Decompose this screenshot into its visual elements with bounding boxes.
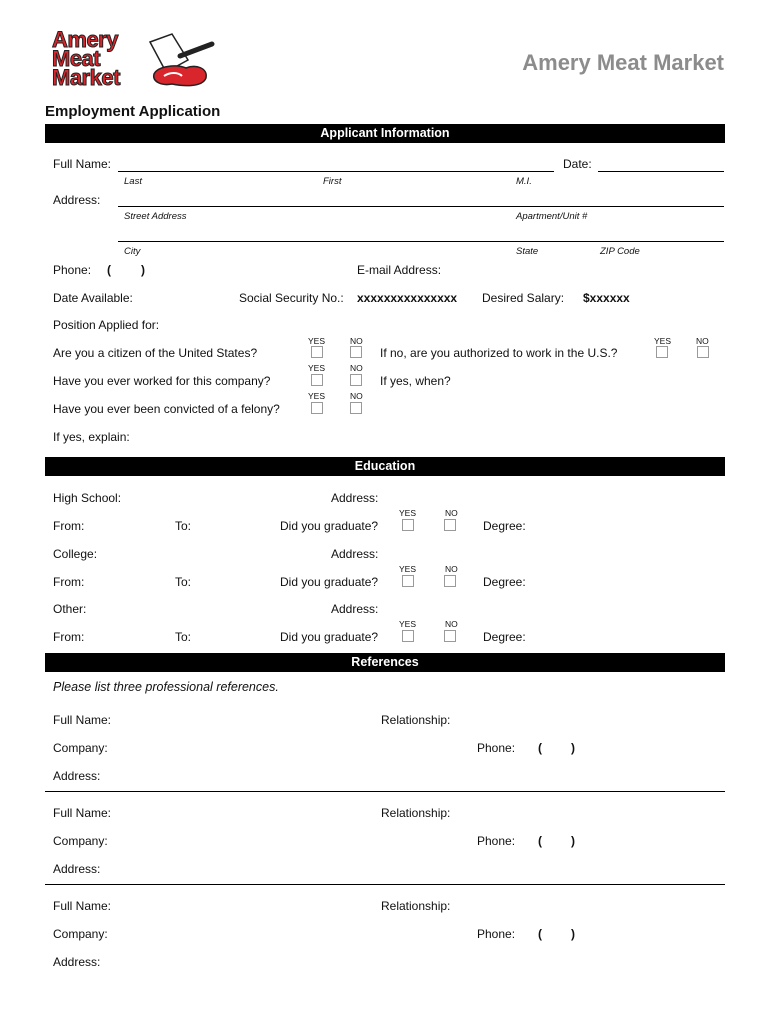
full-name-label: Full Name:	[53, 157, 112, 171]
ssn-value[interactable]: xxxxxxxxxxxxxxx	[357, 291, 458, 305]
ref1-paren-open: (	[538, 741, 542, 755]
other-label: Other:	[53, 602, 87, 616]
ref2-paren-open: (	[538, 834, 542, 848]
hs-degree-label: Degree:	[483, 519, 526, 533]
college-degree-label: Degree:	[483, 575, 526, 589]
date-field[interactable]	[598, 171, 724, 172]
when-question: If yes, when?	[380, 374, 451, 388]
high-school-address-label: Address:	[331, 491, 379, 505]
authorized-yes-checkbox[interactable]	[656, 346, 668, 358]
college-graduate-label: Did you graduate?	[280, 575, 379, 589]
explain-label: If yes, explain:	[53, 430, 130, 444]
hs-no-caption: NO	[445, 508, 458, 518]
authorized-yes-caption: YES	[654, 336, 672, 346]
ref3-phone-label: Phone:	[477, 927, 516, 941]
felony-yes-checkbox[interactable]	[311, 402, 323, 414]
other-to-label: To:	[175, 630, 192, 644]
ref1-address-label: Address:	[53, 769, 101, 783]
college-no-checkbox[interactable]	[444, 575, 456, 587]
other-degree-label: Degree:	[483, 630, 526, 644]
ref1-phone-label: Phone:	[477, 741, 516, 755]
citizen-yes-checkbox[interactable]	[311, 346, 323, 358]
college-from-label: From:	[53, 575, 85, 589]
other-graduate-label: Did you graduate?	[280, 630, 379, 644]
date-available-label: Date Available:	[53, 291, 133, 305]
ref1-paren-close: )	[571, 741, 575, 755]
ssn-label: Social Security No.:	[239, 291, 344, 305]
phone-paren-open: (	[107, 263, 111, 277]
ref2-company-label: Company:	[53, 834, 108, 848]
ref1-full-name-label: Full Name:	[53, 713, 112, 727]
ref3-company-label: Company:	[53, 927, 108, 941]
college-yes-caption: YES	[399, 564, 417, 574]
worked-yes-checkbox[interactable]	[311, 374, 323, 386]
felony-no-caption: NO	[350, 391, 363, 401]
college-address-label: Address:	[331, 547, 379, 561]
ref1-relationship-label: Relationship:	[381, 713, 451, 727]
ref1-divider	[45, 791, 725, 792]
other-yes-checkbox[interactable]	[402, 630, 414, 642]
worked-no-caption: NO	[350, 363, 363, 373]
logo-line-2: Meat	[52, 46, 101, 71]
ref3-paren-open: (	[538, 927, 542, 941]
desired-salary-value[interactable]: $xxxxxx	[583, 291, 630, 305]
company-name: Amery Meat Market	[522, 50, 724, 75]
hs-yes-checkbox[interactable]	[402, 519, 414, 531]
authorized-question: If no, are you authorized to work in the U.S.?	[380, 346, 618, 360]
ref3-full-name-label: Full Name:	[53, 899, 112, 913]
ref2-address-label: Address:	[53, 862, 101, 876]
hs-graduate-label: Did you graduate?	[280, 519, 379, 533]
apt-caption: Apartment/Unit #	[516, 211, 588, 222]
hs-no-checkbox[interactable]	[444, 519, 456, 531]
college-to-label: To:	[175, 575, 192, 589]
citizen-no-checkbox[interactable]	[350, 346, 362, 358]
address-label: Address:	[53, 193, 101, 207]
zip-caption: ZIP Code	[600, 246, 640, 257]
college-no-caption: NO	[445, 564, 458, 574]
first-caption: First	[323, 176, 342, 187]
citizen-question: Are you a citizen of the United States?	[53, 346, 258, 360]
position-label: Position Applied for:	[53, 318, 160, 332]
references-intro: Please list three professional references.	[53, 680, 279, 694]
logo-line-3: Market	[52, 65, 120, 90]
other-yes-caption: YES	[399, 619, 417, 629]
felony-no-checkbox[interactable]	[350, 402, 362, 414]
college-label: College:	[53, 547, 98, 561]
ref3-address-label: Address:	[53, 955, 101, 969]
cleaver-icon	[142, 32, 224, 90]
hs-to-label: To:	[175, 519, 192, 533]
college-yes-checkbox[interactable]	[402, 575, 414, 587]
email-label: E-mail Address:	[357, 263, 442, 277]
other-address-label: Address:	[331, 602, 379, 616]
ref2-full-name-label: Full Name:	[53, 806, 112, 820]
ref2-divider	[45, 884, 725, 885]
form-title: Employment Application	[45, 103, 221, 120]
section-education: Education	[45, 457, 725, 476]
authorized-no-checkbox[interactable]	[697, 346, 709, 358]
ref2-paren-close: )	[571, 834, 575, 848]
company-logo	[48, 27, 228, 92]
hs-yes-caption: YES	[399, 508, 417, 518]
felony-yes-caption: YES	[308, 391, 326, 401]
city-state-zip-field[interactable]	[118, 241, 724, 242]
phone-label: Phone:	[53, 263, 92, 277]
ref1-company-label: Company:	[53, 741, 108, 755]
citizen-no-caption: NO	[350, 336, 363, 346]
ref3-relationship-label: Relationship:	[381, 899, 451, 913]
ref3-paren-close: )	[571, 927, 575, 941]
felony-question: Have you ever been convicted of a felony?	[53, 402, 280, 416]
worked-question: Have you ever worked for this company?	[53, 374, 271, 388]
hs-from-label: From:	[53, 519, 85, 533]
date-label: Date:	[563, 157, 592, 171]
other-no-caption: NO	[445, 619, 458, 629]
phone-paren-close: )	[141, 263, 145, 277]
other-from-label: From:	[53, 630, 85, 644]
desired-salary-label: Desired Salary:	[482, 291, 565, 305]
worked-yes-caption: YES	[308, 363, 326, 373]
citizen-yes-caption: YES	[308, 336, 326, 346]
other-no-checkbox[interactable]	[444, 630, 456, 642]
section-applicant-information: Applicant Information	[45, 124, 725, 143]
full-name-field[interactable]	[118, 171, 554, 172]
section-references: References	[45, 653, 725, 672]
mi-caption: M.I.	[516, 176, 532, 187]
state-caption: State	[516, 246, 539, 257]
logo-line-1: Amery	[52, 27, 118, 52]
high-school-label: High School:	[53, 491, 122, 505]
authorized-no-caption: NO	[696, 336, 709, 346]
ref2-relationship-label: Relationship:	[381, 806, 451, 820]
worked-no-checkbox[interactable]	[350, 374, 362, 386]
street-caption: Street Address	[124, 211, 187, 222]
city-caption: City	[124, 246, 141, 257]
street-address-field[interactable]	[118, 206, 724, 207]
last-caption: Last	[124, 176, 142, 187]
ref2-phone-label: Phone:	[477, 834, 516, 848]
